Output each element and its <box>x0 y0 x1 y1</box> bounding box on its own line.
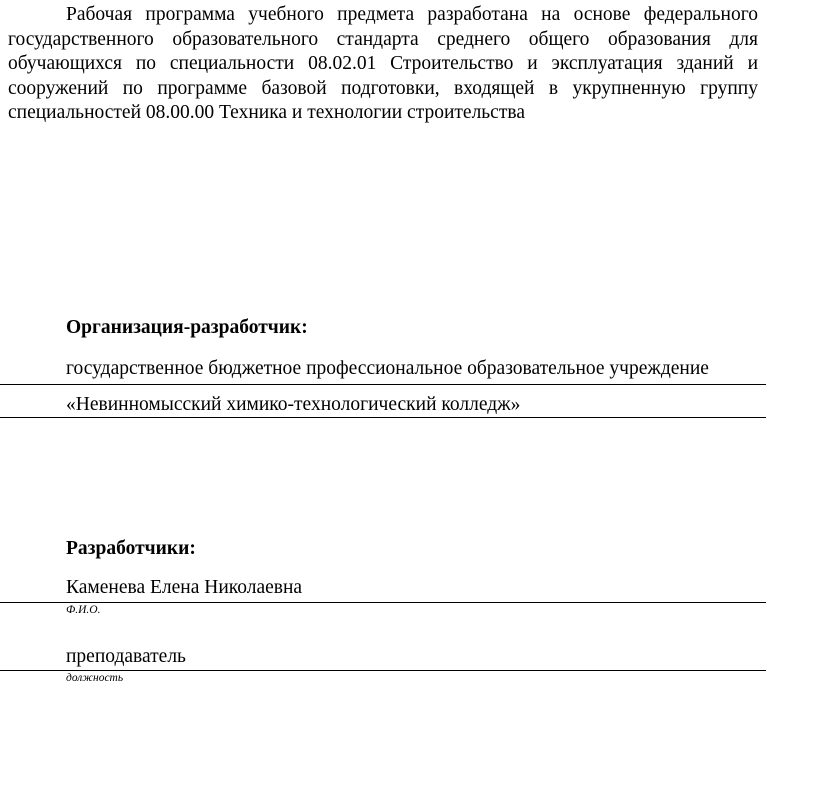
developer-position-caption: должность <box>66 672 124 684</box>
organization-line-1: государственное бюджетное профессиональное образовательное учреждение <box>66 358 709 379</box>
organization-underline-2 <box>0 417 766 418</box>
organization-underline-1 <box>0 384 766 385</box>
organization-heading: Организация-разработчик: <box>66 317 308 338</box>
developer-name-caption: Ф.И.О. <box>66 604 101 616</box>
intro-paragraph: Рабочая программа учебного предмета разработана на основе федерального государственного образовательного стандарта среднего общего образования для обучающихся по специальности 08.02.01 Строительство и эксплуатация зданий и сооружений по программе базовой подготовки, входящей в укрупненную группу специальностей 08.00.00 Техника и технологии строительства <box>8 4 758 123</box>
developer-name-underline <box>0 602 766 603</box>
developer-position: преподаватель <box>66 646 186 667</box>
developers-heading: Разработчики: <box>66 538 196 559</box>
organization-line-2: «Невинномысский химико-технологический колледж» <box>66 394 521 415</box>
developer-name: Каменева Елена Николаевна <box>66 577 303 598</box>
